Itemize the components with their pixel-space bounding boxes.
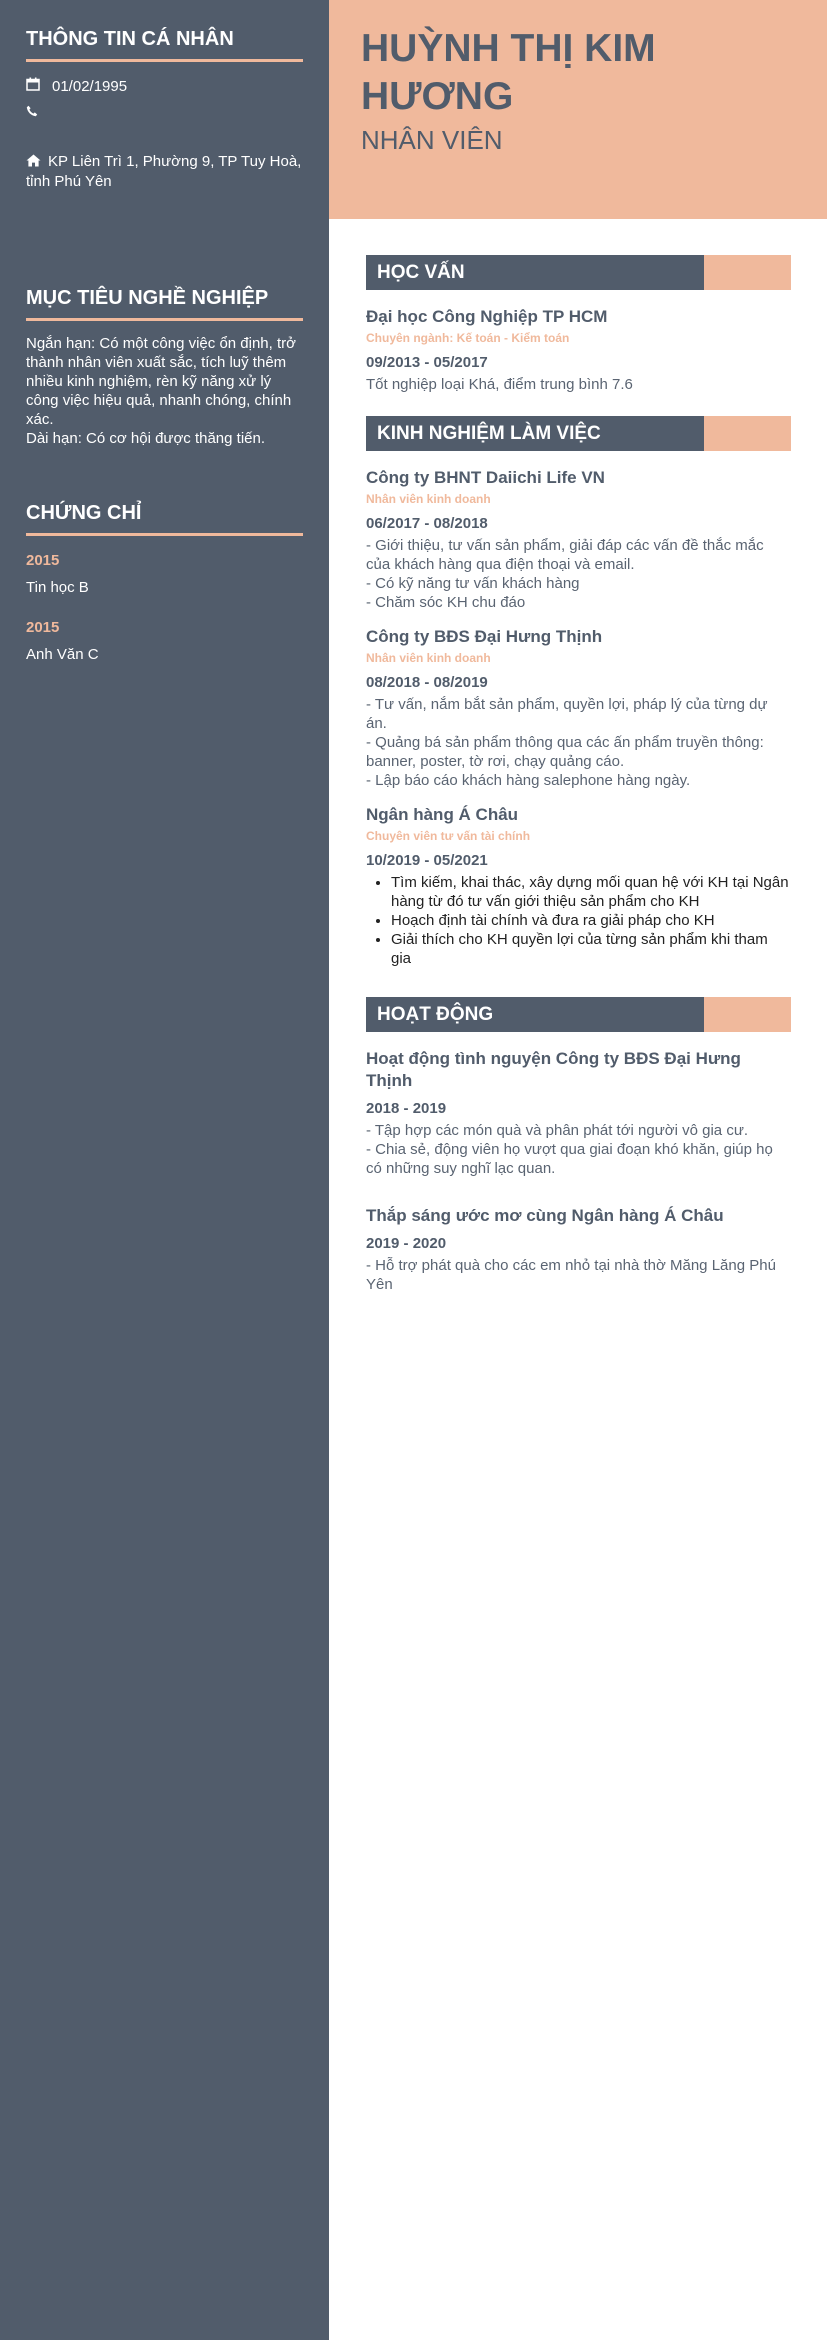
company-name: Ngân hàng Á Châu bbox=[366, 805, 519, 824]
school-name: Đại học Công Nghiệp TP HCM bbox=[366, 307, 608, 326]
list-item: • Tìm kiếm, khai thác, xây dựng mối quan hệ với KH tại Ngân hàng từ đó tư vấn giới thiệu sản phẩm cho KH bbox=[391, 873, 791, 911]
education-entry bbox=[366, 306, 791, 394]
activity-name: Hoạt động tình nguyện Công ty BĐS Đại Hưng Thịnh bbox=[366, 1049, 741, 1090]
experience-heading: KINH NGHIỆM LÀM VIỆC bbox=[366, 416, 704, 451]
certificate-year: 2015 bbox=[26, 552, 60, 569]
birthday-value: 01/02/1995 bbox=[52, 78, 128, 95]
activity-date: 2018 - 2019 bbox=[366, 1100, 447, 1117]
experience-heading-bar bbox=[366, 416, 791, 451]
experience-desc: - Giới thiệu, tư vấn sản phẩm, giải đáp các vấn đề thắc mắc của khách hàng qua điện thoại và email. - Có kỹ năng tư vấn khách hàng - Chăm sóc KH chu đáo bbox=[366, 537, 764, 611]
certificate-item bbox=[26, 551, 303, 598]
experience-bullets bbox=[366, 873, 791, 968]
activity-desc: - Tập hợp các món quà và phân phát tới người vô gia cư. - Chia sẻ, động viên họ vượt qua giai đoạn khó khăn, giúp họ có những suy nghĩ lạc quan. bbox=[366, 1122, 773, 1177]
phone-row bbox=[26, 103, 303, 122]
career-objective-text: Ngắn hạn: Có một công việc ổn định, trở thành nhân viên xuất sắc, tích luỹ thêm nhiều kinh nghiệm, rèn kỹ năng xử lý công việc hiệu quả, nhanh chóng, chính xác. Dài hạn: Có cơ hội được thăng tiến. bbox=[26, 335, 296, 447]
address-row bbox=[26, 152, 303, 191]
position: Nhân viên kinh doanh bbox=[366, 492, 491, 506]
position: Chuyên viên tư vấn tài chính bbox=[366, 829, 531, 843]
major: Chuyên ngành: Kế toán - Kiểm toán bbox=[366, 331, 570, 345]
experience-date: 10/2019 - 05/2021 bbox=[366, 852, 488, 869]
personal-info-heading: THÔNG TIN CÁ NHÂN bbox=[26, 26, 303, 62]
activities-heading: HOẠT ĐỘNG bbox=[366, 997, 704, 1032]
calendar-icon bbox=[26, 77, 52, 96]
certificate-year: 2015 bbox=[26, 619, 60, 636]
sidebar bbox=[0, 0, 329, 2340]
home-icon bbox=[26, 153, 48, 172]
position: Nhân viên kinh doanh bbox=[366, 651, 491, 665]
birthday-row bbox=[26, 77, 303, 96]
experience-desc: - Tư vấn, nắm bắt sản phẩm, quyền lợi, pháp lý của từng dự án. - Quảng bá sản phẩm thông qua các ấn phẩm truyền thông: banner, poster, tờ rơi, chạy quảng cáo. - Lập báo cáo khách hàng salephone hàng ngày. bbox=[366, 696, 768, 789]
list-item: • Giải thích cho KH quyền lợi của từng sản phẩm khi tham gia bbox=[391, 930, 791, 968]
heading-accent bbox=[704, 997, 791, 1032]
experience-entry bbox=[366, 804, 791, 968]
company-name: Công ty BHNT Daiichi Life VN bbox=[366, 468, 605, 487]
education-desc: Tốt nghiệp loại Khá, điểm trung bình 7.6 bbox=[366, 376, 633, 393]
address-value: KP Liên Trì 1, Phường 9, TP Tuy Hoà, tỉnh Phú Yên bbox=[26, 153, 302, 190]
experience-entry bbox=[366, 626, 791, 790]
career-objective-heading: MỤC TIÊU NGHỀ NGHIỆP bbox=[26, 285, 303, 321]
job-title: NHÂN VIÊN bbox=[361, 125, 503, 155]
certificate-name: Tin học B bbox=[26, 579, 89, 596]
certificate-item bbox=[26, 618, 303, 665]
heading-accent bbox=[704, 255, 791, 290]
education-heading: HỌC VẤN bbox=[366, 255, 704, 290]
company-name: Công ty BĐS Đại Hưng Thịnh bbox=[366, 627, 603, 646]
list-item: • Hoạch định tài chính và đưa ra giải pháp cho KH bbox=[391, 911, 791, 930]
activities-heading-bar bbox=[366, 997, 791, 1032]
heading-accent bbox=[704, 416, 791, 451]
education-heading-bar bbox=[366, 255, 791, 290]
activity-date: 2019 - 2020 bbox=[366, 1235, 447, 1252]
certificate-name: Anh Văn C bbox=[26, 646, 99, 663]
phone-icon bbox=[26, 103, 52, 122]
education-date: 09/2013 - 05/2017 bbox=[366, 354, 488, 371]
experience-date: 08/2018 - 08/2019 bbox=[366, 674, 488, 691]
main-content bbox=[329, 0, 827, 2340]
activity-entry bbox=[366, 1205, 791, 1294]
header-banner bbox=[329, 0, 827, 219]
activity-name: Thắp sáng ước mơ cùng Ngân hàng Á Châu bbox=[366, 1206, 724, 1225]
activity-entry bbox=[366, 1048, 791, 1178]
full-name: HUỲNH THỊ KIM HƯƠNG bbox=[361, 27, 656, 118]
experience-entry bbox=[366, 467, 791, 612]
certificates-heading: CHỨNG CHỈ bbox=[26, 500, 303, 536]
experience-date: 06/2017 - 08/2018 bbox=[366, 515, 488, 532]
activity-desc: - Hỗ trợ phát quà cho các em nhỏ tại nhà thờ Măng Lăng Phú Yên bbox=[366, 1257, 776, 1293]
